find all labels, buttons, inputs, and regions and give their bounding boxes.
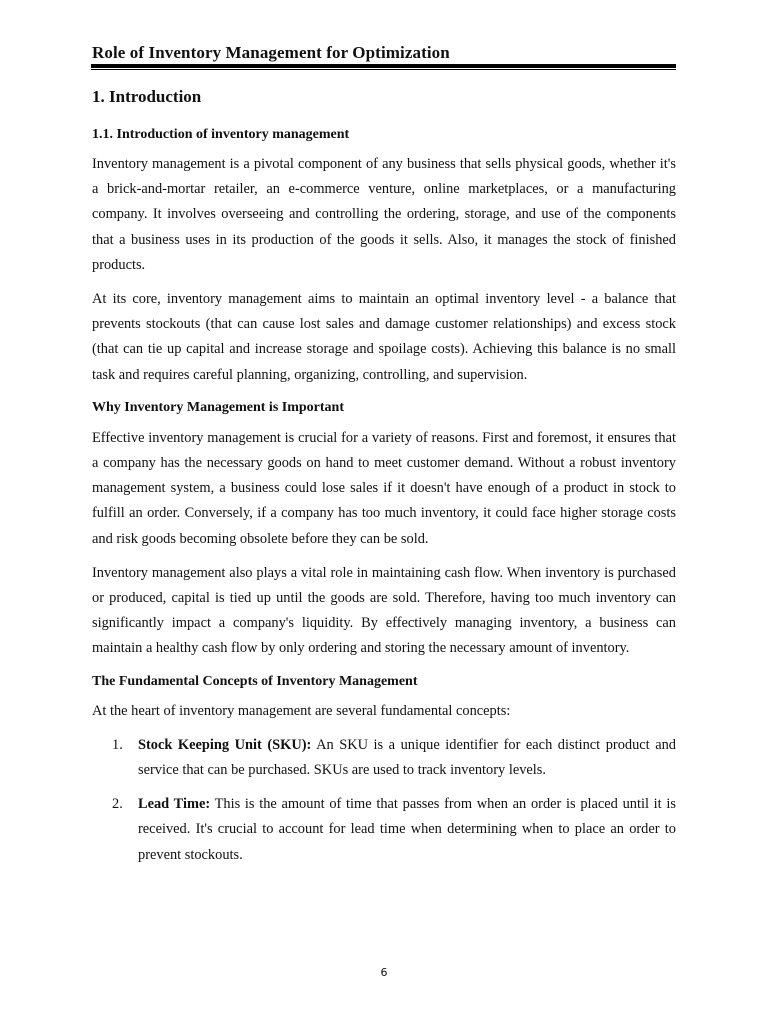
heading-why-important: Why Inventory Management is Important [92,399,344,415]
heading-fundamental-concepts: The Fundamental Concepts of Inventory Management [92,673,418,689]
list-item-text: An SKU is a unique identifier for each distinct product and service that can be purchased. SKUs are used to track inventory levels. [138,736,676,779]
header-rule-thick [91,64,676,68]
paragraph-4: Inventory management also plays a vital role in maintaining cash flow. When inventory is purchased or produced, capital is tied up until the goods are sold. Therefore, having too much inventory can significantly impact a company's liquidity. By effectively managing inventory, a business can maintain a healthy cash flow by only ordering and storing the necessary amount of inventory. [92,564,676,657]
list-item-text: This is the amount of time that passes from when an order is placed until it is received. It's crucial to account for lead time when determining when to place an order to prevent stockouts. [138,796,676,863]
paragraph-5: At the heart of inventory management are several fundamental concepts: [92,702,511,719]
page-content [92,86,676,868]
concepts-list [92,733,676,868]
subsection-heading-intro-inventory: 1.1. Introduction of inventory management [92,127,350,142]
list-item [92,792,676,868]
paragraph-1: Inventory management is a pivotal component of any business that sells physical goods, whether it's a brick-and-mortar retailer, an e-commerce venture, online marketplaces, or a manufacturing company. It involves overseeing and controlling the ordering, storage, and use of the components that a business uses in its production of the goods it sells. Also, it manages the stock of finished products. [92,156,676,273]
list-item-term: Stock Keeping Unit (SKU): [138,736,312,753]
list-item [92,733,676,783]
section-heading-introduction: 1. Introduction [92,87,202,106]
running-header-title: Role of Inventory Management for Optimization [92,43,450,62]
page-number: 6 [380,966,388,979]
paragraph-3: Effective inventory management is crucial for a variety of reasons. First and foremost, it ensures that a company has the necessary goods on hand to meet customer demand. Without a robust inventory management system, a business could lose sales if it doesn't have enough of a product in stock to fulfill an order. Conversely, if a company has too much inventory, it could face higher storage costs and risk goods becoming obsolete before they can be sold. [92,429,676,547]
paragraph-2: At its core, inventory management aims to maintain an optimal inventory level - a balance that prevents stockouts (that can cause lost sales and damage customer relationships) and excess stock (that can tie up capital and increase storage and spoilage costs). Achieving this balance is no small task and requires careful planning, organizing, controlling, and supervision. [92,291,676,383]
header-rule-thin [91,69,676,70]
list-item-number: 2. [112,796,123,813]
list-item-term: Lead Time: [138,796,211,813]
list-item-number: 1. [112,736,123,753]
